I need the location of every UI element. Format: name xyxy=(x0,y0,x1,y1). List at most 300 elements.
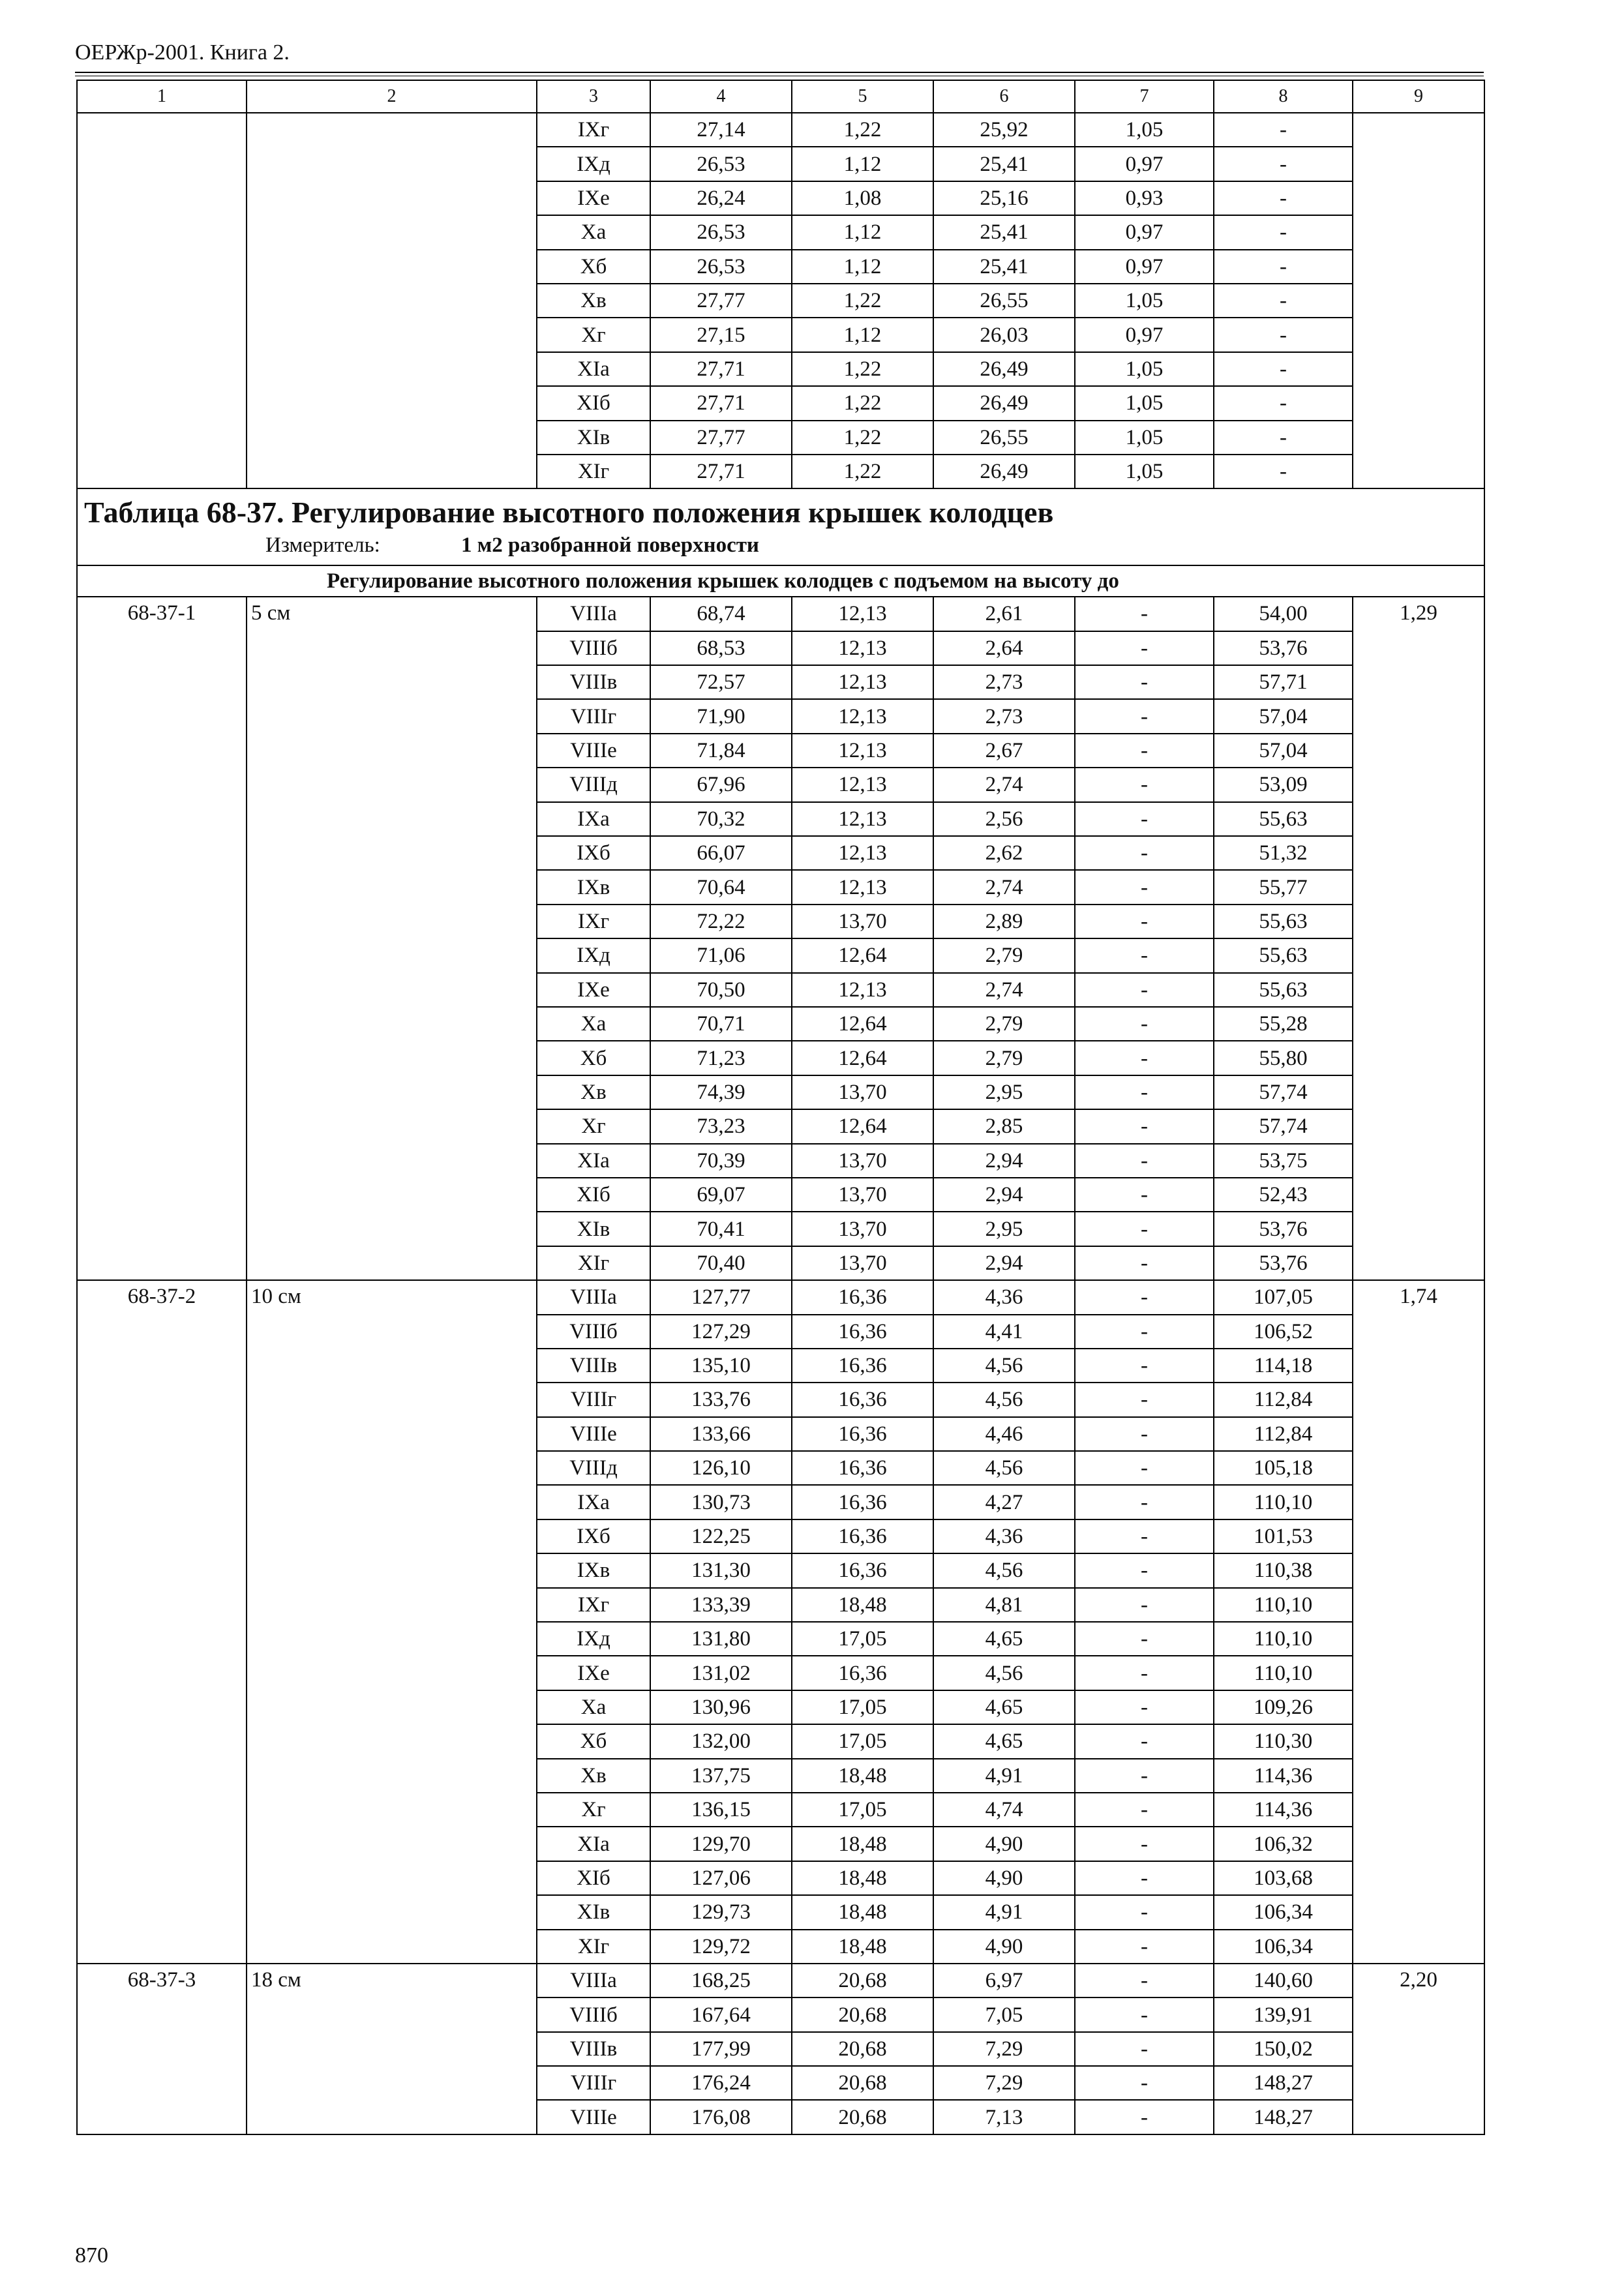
materials-cell: - xyxy=(1214,386,1353,420)
machinists-wages-cell: - xyxy=(1075,768,1214,801)
machines-cell: 26,49 xyxy=(933,386,1075,420)
zone-cell: VIIIв xyxy=(537,665,650,699)
machines-cell: 25,41 xyxy=(933,215,1075,249)
direct-cost-cell: 26,53 xyxy=(650,215,792,249)
direct-cost-cell: 72,22 xyxy=(650,905,792,938)
machinists-wages-cell: - xyxy=(1075,1895,1214,1929)
machinists-wages-cell: - xyxy=(1075,1930,1214,1964)
materials-cell: 110,30 xyxy=(1214,1724,1353,1758)
zone-cell: XIа xyxy=(537,352,650,386)
machines-cell: 4,81 xyxy=(933,1588,1075,1622)
zone-cell: VIIIа xyxy=(537,1280,650,1314)
wages-cell: 17,05 xyxy=(792,1622,933,1656)
machinists-wages-cell: - xyxy=(1075,1622,1214,1656)
materials-cell: 148,27 xyxy=(1214,2100,1353,2134)
zone-cell: VIIIв xyxy=(537,2032,650,2066)
wages-cell: 12,13 xyxy=(792,802,933,836)
materials-cell: 53,76 xyxy=(1214,1212,1353,1246)
table-row xyxy=(77,113,1484,147)
machinists-wages-cell: - xyxy=(1075,1690,1214,1724)
direct-cost-cell: 67,96 xyxy=(650,768,792,801)
machinists-wages-cell: 1,05 xyxy=(1075,386,1214,420)
machinists-wages-cell: - xyxy=(1075,938,1214,972)
materials-cell: - xyxy=(1214,352,1353,386)
page-number: 870 xyxy=(75,2243,108,2267)
machinists-wages-cell: 1,05 xyxy=(1075,113,1214,147)
direct-cost-cell: 167,64 xyxy=(650,1997,792,2031)
zone-cell: IXв xyxy=(537,870,650,904)
machinists-wages-cell: - xyxy=(1075,1656,1214,1690)
materials-cell: 110,38 xyxy=(1214,1553,1353,1587)
machines-cell: 2,89 xyxy=(933,905,1075,938)
machines-cell: 4,65 xyxy=(933,1690,1075,1724)
zone-cell: Xв xyxy=(537,284,650,318)
wages-cell: 16,36 xyxy=(792,1553,933,1587)
wages-cell: 18,48 xyxy=(792,1861,933,1895)
direct-cost-cell: 168,25 xyxy=(650,1964,792,1997)
materials-cell: 51,32 xyxy=(1214,836,1353,870)
machines-cell: 2,79 xyxy=(933,938,1075,972)
machinists-wages-cell: - xyxy=(1075,1724,1214,1758)
materials-cell: 103,68 xyxy=(1214,1861,1353,1895)
wages-cell: 17,05 xyxy=(792,1793,933,1827)
direct-cost-cell: 26,53 xyxy=(650,250,792,284)
zone-cell: VIIIа xyxy=(537,1964,650,1997)
zone-cell: IXа xyxy=(537,802,650,836)
machines-cell: 2,67 xyxy=(933,734,1075,768)
wages-cell: 12,13 xyxy=(792,870,933,904)
wages-cell: 16,36 xyxy=(792,1383,933,1416)
materials-cell: 101,53 xyxy=(1214,1519,1353,1553)
zone-cell: IXг xyxy=(537,113,650,147)
zone-cell: IXе xyxy=(537,973,650,1007)
name-cell: 5 см xyxy=(247,597,537,1280)
materials-cell: - xyxy=(1214,181,1353,215)
wages-cell: 12,13 xyxy=(792,597,933,631)
materials-cell: - xyxy=(1214,421,1353,455)
machinists-wages-cell: - xyxy=(1075,1349,1214,1383)
direct-cost-cell: 27,14 xyxy=(650,113,792,147)
machines-cell: 2,74 xyxy=(933,870,1075,904)
materials-cell: 57,04 xyxy=(1214,699,1353,733)
direct-cost-cell: 129,73 xyxy=(650,1895,792,1929)
materials-cell: 52,43 xyxy=(1214,1178,1353,1212)
direct-cost-cell: 70,50 xyxy=(650,973,792,1007)
machines-cell: 26,03 xyxy=(933,318,1075,352)
wages-cell: 18,48 xyxy=(792,1895,933,1929)
column-number: 6 xyxy=(933,80,1075,113)
machinists-wages-cell: 1,05 xyxy=(1075,284,1214,318)
zone-cell: VIIIд xyxy=(537,1451,650,1485)
direct-cost-cell: 127,29 xyxy=(650,1315,792,1349)
materials-cell: 110,10 xyxy=(1214,1485,1353,1519)
running-head: ОЕРЖр-2001. Книга 2. xyxy=(75,40,290,65)
wages-cell: 16,36 xyxy=(792,1349,933,1383)
machinists-wages-cell: - xyxy=(1075,1861,1214,1895)
machinists-wages-cell: - xyxy=(1075,1793,1214,1827)
zone-cell: VIIIд xyxy=(537,768,650,801)
zone-cell: VIIIб xyxy=(537,631,650,665)
zone-cell: XIг xyxy=(537,455,650,488)
machines-cell: 2,64 xyxy=(933,631,1075,665)
machines-cell: 4,90 xyxy=(933,1861,1075,1895)
wages-cell: 20,68 xyxy=(792,1964,933,1997)
direct-cost-cell: 129,70 xyxy=(650,1827,792,1861)
machinists-wages-cell: 0,97 xyxy=(1075,250,1214,284)
zone-cell: VIIIе xyxy=(537,1417,650,1451)
wages-cell: 1,12 xyxy=(792,215,933,249)
table-title-row xyxy=(77,488,1484,565)
materials-cell: 107,05 xyxy=(1214,1280,1353,1314)
direct-cost-cell: 130,73 xyxy=(650,1485,792,1519)
materials-cell: 105,18 xyxy=(1214,1451,1353,1485)
materials-cell: - xyxy=(1214,250,1353,284)
materials-cell: 148,27 xyxy=(1214,2066,1353,2100)
wages-cell: 1,08 xyxy=(792,181,933,215)
name-cell xyxy=(247,113,537,488)
machines-cell: 4,65 xyxy=(933,1724,1075,1758)
zone-cell: VIIIе xyxy=(537,2100,650,2134)
code-cell: 68-37-3 xyxy=(77,1964,247,2134)
materials-cell: 57,74 xyxy=(1214,1109,1353,1143)
column-number: 4 xyxy=(650,80,792,113)
machines-cell: 4,74 xyxy=(933,1793,1075,1827)
materials-cell: 106,34 xyxy=(1214,1930,1353,1964)
machinists-wages-cell: 1,05 xyxy=(1075,421,1214,455)
direct-cost-cell: 70,71 xyxy=(650,1007,792,1041)
machinists-wages-cell: - xyxy=(1075,2100,1214,2134)
table-title-cell xyxy=(77,488,1484,565)
column-number-row xyxy=(77,80,1484,113)
wages-cell: 12,13 xyxy=(792,699,933,733)
machinists-wages-cell: - xyxy=(1075,597,1214,631)
machines-cell: 2,79 xyxy=(933,1041,1075,1075)
machines-cell: 4,65 xyxy=(933,1622,1075,1656)
meter-value: 1 м2 разобранной поверхности xyxy=(461,533,759,558)
machines-cell: 2,62 xyxy=(933,836,1075,870)
machines-cell: 25,41 xyxy=(933,250,1075,284)
materials-cell: 55,63 xyxy=(1214,938,1353,972)
zone-cell: Xв xyxy=(537,1075,650,1109)
wages-cell: 13,70 xyxy=(792,1075,933,1109)
materials-cell: 106,32 xyxy=(1214,1827,1353,1861)
direct-cost-cell: 131,80 xyxy=(650,1622,792,1656)
zone-cell: XIг xyxy=(537,1246,650,1280)
machines-cell: 4,91 xyxy=(933,1895,1075,1929)
wages-cell: 17,05 xyxy=(792,1724,933,1758)
direct-cost-cell: 127,06 xyxy=(650,1861,792,1895)
machines-cell: 4,56 xyxy=(933,1451,1075,1485)
zone-cell: XIв xyxy=(537,421,650,455)
zone-cell: IXд xyxy=(537,147,650,181)
materials-cell: 106,52 xyxy=(1214,1315,1353,1349)
meter-label: Измеритель: xyxy=(265,533,380,558)
materials-cell: - xyxy=(1214,113,1353,147)
machinists-wages-cell: - xyxy=(1075,1588,1214,1622)
machines-cell: 4,46 xyxy=(933,1417,1075,1451)
wages-cell: 18,48 xyxy=(792,1930,933,1964)
direct-cost-cell: 68,53 xyxy=(650,631,792,665)
column-number: 2 xyxy=(247,80,537,113)
materials-cell: 55,77 xyxy=(1214,870,1353,904)
wages-cell: 1,22 xyxy=(792,284,933,318)
machinists-wages-cell: - xyxy=(1075,1997,1214,2031)
machines-cell: 2,74 xyxy=(933,973,1075,1007)
materials-cell: 106,34 xyxy=(1214,1895,1353,1929)
machines-cell: 6,97 xyxy=(933,1964,1075,1997)
machinists-wages-cell: - xyxy=(1075,1246,1214,1280)
machinists-wages-cell: - xyxy=(1075,802,1214,836)
machinists-wages-cell: - xyxy=(1075,870,1214,904)
machinists-wages-cell: - xyxy=(1075,1827,1214,1861)
labor-cell: 2,20 xyxy=(1353,1964,1484,2134)
materials-cell: 114,36 xyxy=(1214,1793,1353,1827)
wages-cell: 1,22 xyxy=(792,455,933,488)
direct-cost-cell: 70,32 xyxy=(650,802,792,836)
machinists-wages-cell: - xyxy=(1075,1485,1214,1519)
machinists-wages-cell: - xyxy=(1075,1553,1214,1587)
code-cell: 68-37-2 xyxy=(77,1280,247,1964)
machines-cell: 2,94 xyxy=(933,1144,1075,1178)
direct-cost-cell: 122,25 xyxy=(650,1519,792,1553)
wages-cell: 20,68 xyxy=(792,2100,933,2134)
zone-cell: XIб xyxy=(537,1178,650,1212)
direct-cost-cell: 131,30 xyxy=(650,1553,792,1587)
zone-cell: XIв xyxy=(537,1895,650,1929)
wages-cell: 12,13 xyxy=(792,973,933,1007)
machines-cell: 26,49 xyxy=(933,455,1075,488)
machines-cell: 25,41 xyxy=(933,147,1075,181)
zone-cell: Xв xyxy=(537,1759,650,1793)
column-number: 5 xyxy=(792,80,933,113)
materials-cell: 150,02 xyxy=(1214,2032,1353,2066)
wages-cell: 12,13 xyxy=(792,665,933,699)
wages-cell: 16,36 xyxy=(792,1280,933,1314)
materials-cell: 110,10 xyxy=(1214,1622,1353,1656)
machines-cell: 4,90 xyxy=(933,1827,1075,1861)
machinists-wages-cell: - xyxy=(1075,665,1214,699)
wages-cell: 16,36 xyxy=(792,1519,933,1553)
direct-cost-cell: 66,07 xyxy=(650,836,792,870)
materials-cell: 53,76 xyxy=(1214,1246,1353,1280)
machinists-wages-cell: - xyxy=(1075,2032,1214,2066)
wages-cell: 13,70 xyxy=(792,905,933,938)
zone-cell: XIв xyxy=(537,1212,650,1246)
machinists-wages-cell: - xyxy=(1075,1451,1214,1485)
zone-cell: Xг xyxy=(537,1109,650,1143)
zone-cell: Xб xyxy=(537,250,650,284)
table-subtitle-row xyxy=(77,565,1484,597)
wages-cell: 16,36 xyxy=(792,1315,933,1349)
zone-cell: IXв xyxy=(537,1553,650,1587)
materials-cell: - xyxy=(1214,215,1353,249)
wages-cell: 12,64 xyxy=(792,1041,933,1075)
direct-cost-cell: 132,00 xyxy=(650,1724,792,1758)
machinists-wages-cell: 0,93 xyxy=(1075,181,1214,215)
machines-cell: 4,27 xyxy=(933,1485,1075,1519)
materials-cell: 55,28 xyxy=(1214,1007,1353,1041)
name-cell: 18 см xyxy=(247,1964,537,2134)
machines-cell: 7,13 xyxy=(933,2100,1075,2134)
zone-cell: IXд xyxy=(537,1622,650,1656)
column-number: 9 xyxy=(1353,80,1484,113)
materials-cell: - xyxy=(1214,147,1353,181)
direct-cost-cell: 177,99 xyxy=(650,2032,792,2066)
wages-cell: 1,22 xyxy=(792,352,933,386)
direct-cost-cell: 129,72 xyxy=(650,1930,792,1964)
machinists-wages-cell: 1,05 xyxy=(1075,352,1214,386)
machines-cell: 4,91 xyxy=(933,1759,1075,1793)
zone-cell: IXг xyxy=(537,1588,650,1622)
machinists-wages-cell: - xyxy=(1075,1007,1214,1041)
direct-cost-cell: 27,71 xyxy=(650,352,792,386)
machinists-wages-cell: - xyxy=(1075,1315,1214,1349)
direct-cost-cell: 27,77 xyxy=(650,421,792,455)
column-number: 7 xyxy=(1075,80,1214,113)
machinists-wages-cell: - xyxy=(1075,1964,1214,1997)
direct-cost-cell: 71,06 xyxy=(650,938,792,972)
zone-cell: VIIIа xyxy=(537,597,650,631)
wages-cell: 16,36 xyxy=(792,1485,933,1519)
machinists-wages-cell: - xyxy=(1075,1178,1214,1212)
machines-cell: 2,85 xyxy=(933,1109,1075,1143)
materials-cell: 114,36 xyxy=(1214,1759,1353,1793)
zone-cell: IXд xyxy=(537,938,650,972)
zone-cell: VIIIб xyxy=(537,1315,650,1349)
machines-cell: 7,05 xyxy=(933,1997,1075,2031)
direct-cost-cell: 70,64 xyxy=(650,870,792,904)
materials-cell: 114,18 xyxy=(1214,1349,1353,1383)
machines-cell: 4,36 xyxy=(933,1519,1075,1553)
wages-cell: 12,64 xyxy=(792,1109,933,1143)
machinists-wages-cell: - xyxy=(1075,1041,1214,1075)
machines-cell: 2,95 xyxy=(933,1212,1075,1246)
wages-cell: 1,12 xyxy=(792,318,933,352)
machinists-wages-cell: - xyxy=(1075,1075,1214,1109)
wages-cell: 13,70 xyxy=(792,1144,933,1178)
table-subtitle: Регулирование высотного положения крышек колодцев с подъемом на высоту до xyxy=(77,565,1484,597)
materials-cell: 57,74 xyxy=(1214,1075,1353,1109)
machinists-wages-cell: - xyxy=(1075,734,1214,768)
machines-cell: 2,73 xyxy=(933,699,1075,733)
zone-cell: VIIIв xyxy=(537,1349,650,1383)
materials-cell: 110,10 xyxy=(1214,1588,1353,1622)
wages-cell: 16,36 xyxy=(792,1451,933,1485)
machinists-wages-cell: 0,97 xyxy=(1075,318,1214,352)
machines-cell: 4,36 xyxy=(933,1280,1075,1314)
materials-cell: - xyxy=(1214,284,1353,318)
header-rule xyxy=(75,72,1484,73)
machines-cell: 4,56 xyxy=(933,1656,1075,1690)
column-number: 1 xyxy=(77,80,247,113)
materials-cell: 140,60 xyxy=(1214,1964,1353,1997)
zone-cell: XIб xyxy=(537,1861,650,1895)
machinists-wages-cell: - xyxy=(1075,1212,1214,1246)
zone-cell: XIб xyxy=(537,386,650,420)
wages-cell: 12,13 xyxy=(792,768,933,801)
zone-cell: VIIIг xyxy=(537,2066,650,2100)
machines-cell: 4,56 xyxy=(933,1349,1075,1383)
zone-cell: Xб xyxy=(537,1724,650,1758)
column-number: 3 xyxy=(537,80,650,113)
direct-cost-cell: 70,41 xyxy=(650,1212,792,1246)
wages-cell: 1,12 xyxy=(792,147,933,181)
machinists-wages-cell: - xyxy=(1075,905,1214,938)
wages-cell: 12,13 xyxy=(792,631,933,665)
wages-cell: 13,70 xyxy=(792,1246,933,1280)
zone-cell: Xа xyxy=(537,215,650,249)
wages-cell: 18,48 xyxy=(792,1759,933,1793)
machines-cell: 2,56 xyxy=(933,802,1075,836)
wages-cell: 18,48 xyxy=(792,1588,933,1622)
machinists-wages-cell: - xyxy=(1075,973,1214,1007)
wages-cell: 12,13 xyxy=(792,836,933,870)
direct-cost-cell: 135,10 xyxy=(650,1349,792,1383)
materials-cell: 53,76 xyxy=(1214,631,1353,665)
direct-cost-cell: 133,76 xyxy=(650,1383,792,1416)
machinists-wages-cell: - xyxy=(1075,2066,1214,2100)
materials-cell: 55,63 xyxy=(1214,905,1353,938)
materials-cell: 139,91 xyxy=(1214,1997,1353,2031)
wages-cell: 16,36 xyxy=(792,1417,933,1451)
materials-cell: 110,10 xyxy=(1214,1656,1353,1690)
materials-cell: 55,63 xyxy=(1214,973,1353,1007)
direct-cost-cell: 73,23 xyxy=(650,1109,792,1143)
materials-cell: 54,00 xyxy=(1214,597,1353,631)
direct-cost-cell: 27,15 xyxy=(650,318,792,352)
machines-cell: 25,92 xyxy=(933,113,1075,147)
direct-cost-cell: 176,08 xyxy=(650,2100,792,2134)
labor-cell: 1,74 xyxy=(1353,1280,1484,1964)
code-cell: 68-37-1 xyxy=(77,597,247,1280)
materials-cell: 55,63 xyxy=(1214,802,1353,836)
materials-cell: - xyxy=(1214,455,1353,488)
direct-cost-cell: 136,15 xyxy=(650,1793,792,1827)
table-body xyxy=(77,80,1484,2134)
wages-cell: 16,36 xyxy=(792,1656,933,1690)
direct-cost-cell: 26,24 xyxy=(650,181,792,215)
materials-cell: - xyxy=(1214,318,1353,352)
machinists-wages-cell: 0,97 xyxy=(1075,147,1214,181)
machines-cell: 26,55 xyxy=(933,284,1075,318)
direct-cost-cell: 137,75 xyxy=(650,1759,792,1793)
direct-cost-cell: 130,96 xyxy=(650,1690,792,1724)
zone-cell: Xа xyxy=(537,1690,650,1724)
machines-cell: 2,61 xyxy=(933,597,1075,631)
zone-cell: Xг xyxy=(537,318,650,352)
table-row xyxy=(77,1280,1484,1314)
direct-cost-cell: 133,39 xyxy=(650,1588,792,1622)
materials-cell: 57,04 xyxy=(1214,734,1353,768)
machinists-wages-cell: - xyxy=(1075,1383,1214,1416)
direct-cost-cell: 70,40 xyxy=(650,1246,792,1280)
zone-cell: VIIIб xyxy=(537,1997,650,2031)
direct-cost-cell: 27,71 xyxy=(650,386,792,420)
machines-cell: 7,29 xyxy=(933,2032,1075,2066)
wages-cell: 20,68 xyxy=(792,1997,933,2031)
direct-cost-cell: 71,90 xyxy=(650,699,792,733)
table-row xyxy=(77,1964,1484,1997)
machines-cell: 26,49 xyxy=(933,352,1075,386)
machinists-wages-cell: - xyxy=(1075,1519,1214,1553)
table-row xyxy=(77,597,1484,631)
table-title: Таблица 68-37. Регулирование высотного положения крышек колодцев xyxy=(84,496,1054,530)
materials-cell: 112,84 xyxy=(1214,1383,1353,1416)
machinists-wages-cell: 0,97 xyxy=(1075,215,1214,249)
machinists-wages-cell: - xyxy=(1075,1144,1214,1178)
zone-cell: IXа xyxy=(537,1485,650,1519)
wages-cell: 12,64 xyxy=(792,938,933,972)
